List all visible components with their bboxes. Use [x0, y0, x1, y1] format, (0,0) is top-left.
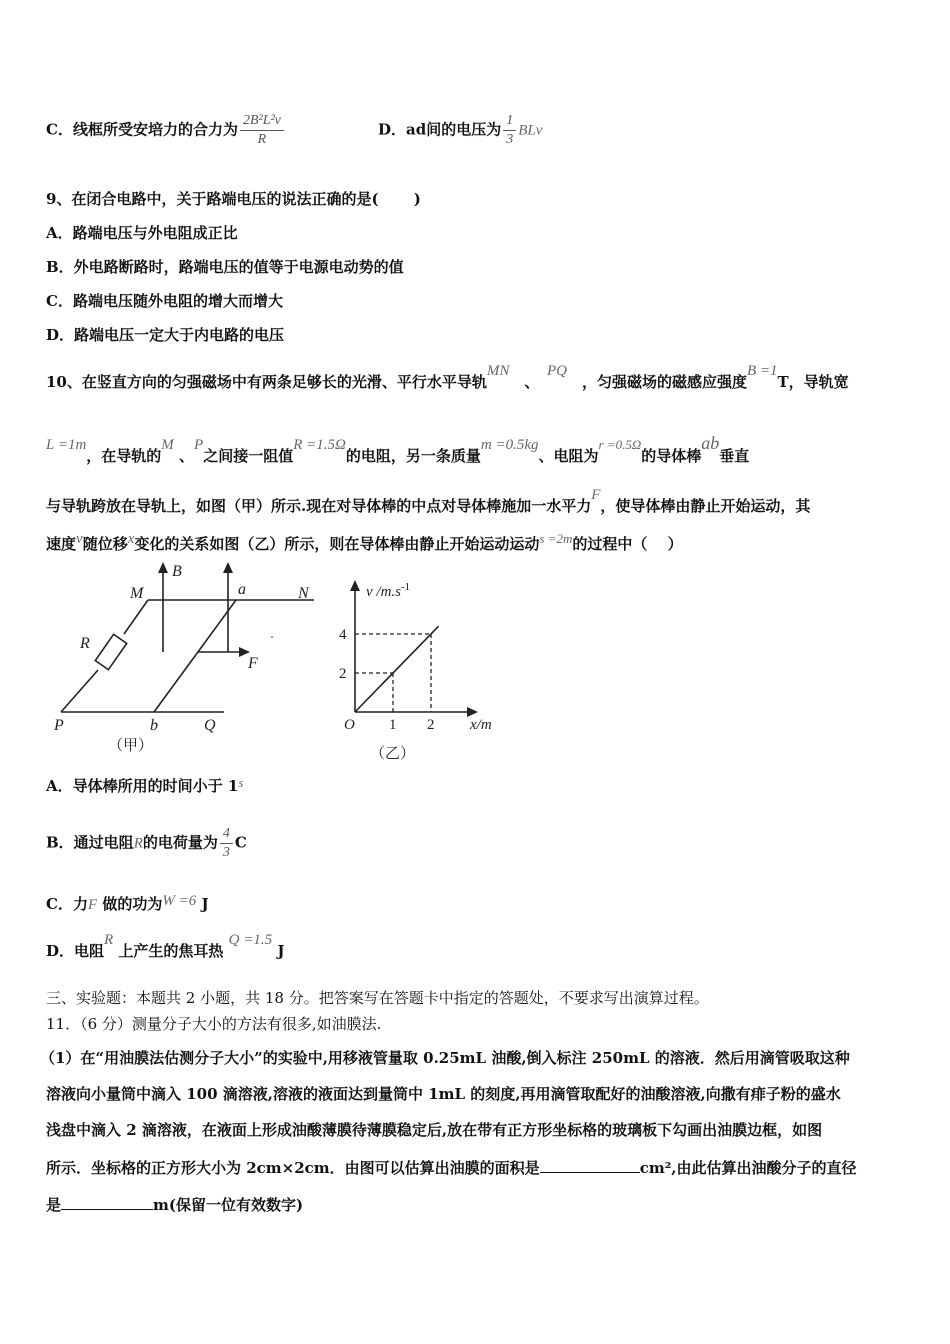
q10-option-b-den: 3: [222, 845, 230, 860]
label-m: M: [130, 585, 144, 602]
q11-p4-text2: cm²,由此估算出油酸分子的直径: [639, 1159, 857, 1177]
rod-ab: [154, 600, 236, 712]
q10-line3: [46, 487, 811, 516]
q8-option-c-text: C．线框所受安培力的合力为: [46, 120, 238, 139]
small-dot: [271, 636, 273, 638]
q10-l1a: 10、在竖直方向的匀强磁场中有两条足够长的光滑、平行水平导轨: [46, 373, 487, 391]
rail-left-top: [124, 600, 148, 634]
q10-option-c-f: F: [87, 897, 98, 913]
diameter-answer-blank[interactable]: [61, 1195, 153, 1210]
q10-line1: [46, 363, 906, 392]
q10-l4a: 速度: [46, 535, 77, 553]
q10-option-c: [46, 893, 209, 914]
q10-mn: MN: [486, 363, 510, 379]
q8-option-c-formula: [240, 112, 284, 149]
q10-l3b: ，使导体棒由静止开始运动，其: [600, 497, 811, 515]
q10-option-b-num: 4: [220, 825, 233, 844]
chart-xtick-1: 1: [389, 717, 397, 733]
q10-option-a: [46, 775, 243, 796]
q10-option-d-text1: D．电阻: [46, 942, 105, 960]
chart-y-arrow-icon: [350, 580, 360, 591]
chart-ytick-2: 2: [339, 666, 347, 682]
q10-option-b-text1: B．通过电阻: [46, 833, 134, 852]
q10-x-sym: x: [127, 531, 135, 547]
q8-option-d-num: 1: [503, 112, 516, 131]
chart-x-arrow-icon: [467, 707, 478, 717]
q11-p2: 溶液向小量筒中滴入 100 滴溶液,溶液的液面达到量筒中 1mL 的刻度,再用滴管取配好的油酸溶液,向撒有痱子粉的盛水: [46, 1085, 841, 1103]
q10-ab: ab: [701, 433, 720, 453]
q10-l2c: 之间接一阻值: [203, 447, 294, 465]
chart-ylabel: v $/m.s^{-1}$: [366, 581, 411, 600]
q8-option-c-den: R: [257, 132, 267, 147]
q10-option-b-text2: 的电荷量为: [142, 833, 218, 852]
label-b-field: B: [172, 563, 182, 580]
q11-p3: 浅盘中滴入 2 滴溶液，在液面上形成油酸薄膜待薄膜稳定后,放在带有正方形坐标格的玻璃板下勾画出油膜边框，如图: [46, 1121, 823, 1139]
q10-option-d-text2: 上产生的焦耳热: [118, 942, 224, 960]
chart-ytick-4: 4: [339, 627, 347, 643]
label-a: a: [238, 581, 246, 598]
a-arrow-icon: [223, 562, 233, 573]
rail-left-bottom: [61, 670, 98, 712]
q10-l1b: ，匀强磁场的磁感应强度: [581, 373, 747, 391]
chart-xlabel: x/m: [470, 717, 492, 733]
q10-v-sym: v: [76, 531, 83, 547]
q10-mass-eq: m =0.5kg: [480, 437, 539, 453]
q9-option-b: B．外电路断路时，路端电压的值等于电源电动势的值: [46, 258, 404, 276]
q10-l-eq: L =1m: [46, 437, 87, 453]
figure-jia: [46, 556, 326, 766]
chart-caption: （乙）: [370, 746, 416, 762]
q11-p5-text2: m(保留一位有效数字): [153, 1196, 304, 1214]
q10-l2d: 的电阻，另一条质量: [345, 447, 481, 465]
q10-p-sym: P: [194, 437, 204, 453]
q11-p5-text1: 是: [46, 1196, 62, 1214]
q9-option-c: C．路端电压随外电阻的增大而增大: [46, 292, 283, 310]
chart-xtick-2: 2: [427, 717, 435, 733]
q8-option-d: [378, 112, 542, 149]
section3-title: 三、实验题：本题共 2 小题，共 18 分。把答案写在答题卡中指定的答题处，不要求写出演算过程。: [46, 989, 709, 1007]
q10-l2g: 垂直: [719, 447, 750, 465]
q9-stem: 9、在闭合电路中，关于路端电压的说法正确的是( ): [46, 190, 421, 208]
q11-p5: [46, 1194, 303, 1215]
b-arrow-icon: [158, 562, 168, 573]
q11-p4-text1: 所示．坐标格的正方形大小为 2cm×2cm．由图可以估算出油膜的面积是: [46, 1159, 540, 1177]
q8-option-d-formula: [503, 112, 516, 149]
chart-series-line: [355, 626, 439, 712]
q8-option-d-den: 3: [506, 132, 514, 147]
q10-l2b: 、: [179, 447, 195, 465]
q10-l4b: 随位移: [82, 535, 128, 553]
caption-jia: （甲）: [108, 738, 154, 754]
q10-option-b-frac: [220, 825, 233, 862]
q10-option-c-w: W =6: [162, 893, 197, 909]
q8-option-c-num: 2B²L²v: [240, 112, 284, 131]
q8-option-d-expr: BLv: [518, 122, 543, 139]
q10-l2f: 的导体棒: [641, 447, 702, 465]
q11-stem: 11．（6 分）测量分子大小的方法有很多,如油膜法.: [46, 1015, 382, 1033]
q10-sep: 、: [524, 373, 532, 391]
label-r: R: [80, 635, 90, 652]
q10-l2e: 、电阻为: [538, 447, 599, 465]
label-n: N: [298, 585, 309, 602]
q10-l4d: 的过程中（ ）: [572, 535, 683, 553]
q10-m-sym: M: [161, 437, 174, 453]
chart-origin: O: [344, 717, 355, 733]
q10-r-eq: R =1.5Ω: [293, 437, 346, 453]
q10-option-c-unit: J: [201, 895, 209, 913]
q10-s-eq: s =2m: [539, 531, 573, 546]
q10-option-a-unit: s: [238, 775, 244, 790]
q10-line4: [46, 533, 683, 554]
q10-option-d-q: Q =1.5: [228, 932, 273, 948]
label-b-point: b: [150, 717, 158, 734]
q10-option-d: [46, 932, 285, 961]
q10-option-c-text2: 做的功为: [102, 895, 163, 913]
label-p: P: [54, 717, 64, 734]
q8-option-d-text: D．ad间的电压为: [378, 120, 502, 139]
resistor: [95, 634, 126, 669]
q10-line2: [46, 433, 750, 466]
q10-option-d-unit: J: [277, 942, 285, 960]
q9-option-a: A．路端电压与外电阻成正比: [46, 224, 238, 242]
q10-rr-eq: r =0.5Ω: [598, 437, 642, 452]
q10-f-sym: F: [591, 487, 601, 503]
q11-p1: （1）在“用油膜法估测分子大小”的实验中,用移液管量取 0.25mL 油酸,倒入标注 250mL 的溶液．然后用滴管吸取这种: [40, 1049, 850, 1067]
q10-option-d-r: R: [104, 932, 114, 948]
area-answer-blank[interactable]: [540, 1158, 640, 1173]
q9-option-d: D．路端电压一定大于内电路的电压: [46, 326, 285, 344]
q10-l4c: 变化的关系如图（乙）所示，则在导体棒由静止开始运动运动: [134, 535, 540, 553]
q10-l1c: T，导轨宽: [777, 373, 849, 391]
q11-p4: [46, 1157, 857, 1178]
q10-option-c-text1: C．力: [46, 895, 88, 913]
q8-option-c: [46, 112, 286, 149]
q10-pq: PQ: [546, 363, 567, 379]
q10-option-b-unit: C: [234, 833, 247, 852]
figure-yi-chart: [330, 574, 530, 768]
q10-option-a-text: A．导体棒所用的时间小于 1: [46, 777, 239, 795]
label-q: Q: [204, 717, 216, 734]
q10-b-eq: B =1: [746, 363, 778, 379]
q10-option-b: [46, 825, 247, 862]
q10-option-b-r: R: [133, 835, 143, 852]
q10-l2a: ，在导轨的: [86, 447, 162, 465]
label-f: F: [248, 655, 258, 672]
q10-l3a: 与导轨跨放在导轨上，如图（甲）所示.现在对导体棒的中点对导体棒施加一水平力: [46, 497, 592, 515]
